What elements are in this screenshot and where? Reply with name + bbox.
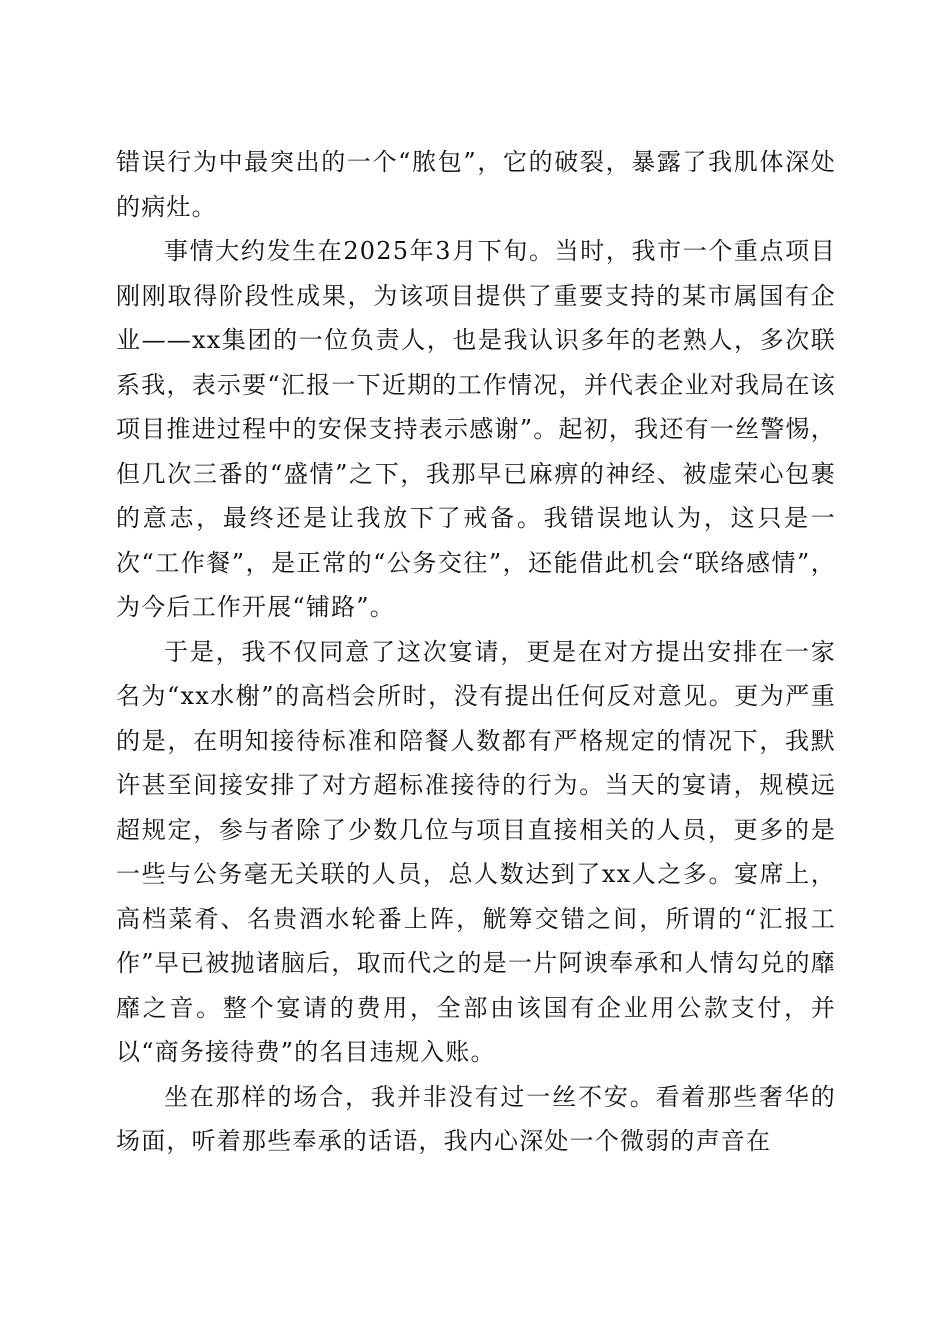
document-body	[116, 140, 836, 1164]
paragraph-4: 坐在那样的场合，我并非没有过一丝不安。看着那些奢华的场面，听着那些奉承的话语，我内心深处一个微弱的声音在	[116, 1082, 836, 1155]
paragraph-1: 错误行为中最突出的一个“脓包”，它的破裂，暴露了我肌体深处的病灶。	[116, 148, 836, 221]
paragraph-2: 事情大约发生在2025年3月下旬。当时，我市一个重点项目刚刚取得阶段性成果，为该项目提供了重要支持的某市属国有企业——xx集团的一位负责人，也是我认识多年的老熟人，多次联系我，表示要“汇报一下近期的工作情况，并代表企业对我局在该项目推进过程中的安保支持表示感谢”。起初，我还有一丝警惕，但几次三番的“盛情”之下，我那早已麻痹的神经、被虚荣心包裹的意志，最终还是让我放下了戒备。我错误地认为，这只是一次“工作餐”，是正常的“公务交往”，还能借此机会“联络感情”，为今后工作开展“铺路”。	[116, 237, 836, 621]
paragraph-3: 于是，我不仅同意了这次宴请，更是在对方提出安排在一家名为“xx水榭”的高档会所时，没有提出任何反对意见。更为严重的是，在明知接待标准和陪餐人数都有严格规定的情况下，我默许甚至间接安排了对方超标准接待的行为。当天的宴请，规模远超规定，参与者除了少数几位与项目直接相关的人员，更多的是一些与公务毫无关联的人员，总人数达到了xx人之多。宴席上，高档菜肴、名贵酒水轮番上阵，觥筹交错之间，所谓的“汇报工作”早已被抛诸脑后，取而代之的是一片阿谀奉承和人情勾兑的靡靡之音。整个宴请的费用，全部由该国有企业用公款支付，并以“商务接待费”的名目违规入账。	[116, 637, 836, 1066]
